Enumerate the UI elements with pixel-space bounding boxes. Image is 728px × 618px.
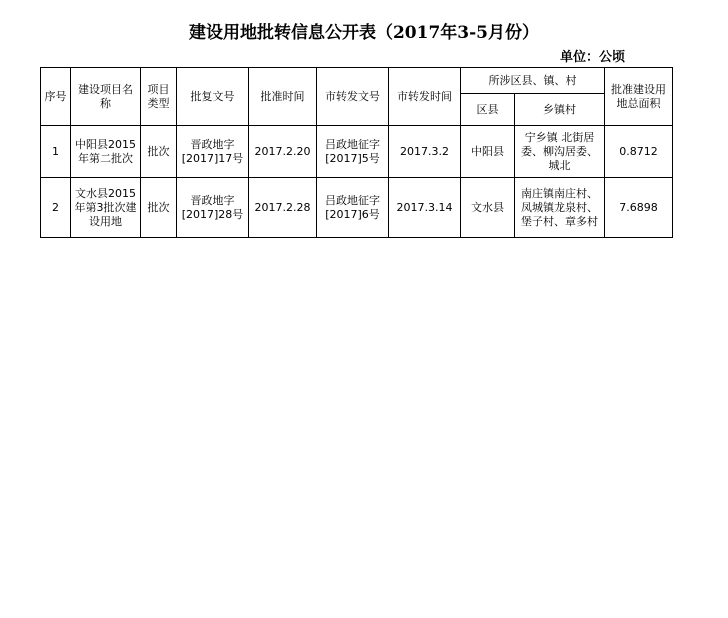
cell-type: 批次 <box>141 126 177 178</box>
cell-no: 2 <box>41 178 71 238</box>
cell-town: 宁乡镇 北街居委、柳沟居委、城北 <box>515 126 605 178</box>
cell-city-date: 2017.3.2 <box>389 126 461 178</box>
header-doc: 批复文号 <box>177 68 249 126</box>
unit-label: 单位：公顷 <box>560 50 626 65</box>
header-city-doc: 市转发文号 <box>317 68 389 126</box>
cell-date: 2017.2.20 <box>249 126 317 178</box>
cell-town: 南庄镇南庄村、凤城镇龙泉村、堡子村、章多村 <box>515 178 605 238</box>
cell-name: 中阳县2015年第二批次 <box>71 126 141 178</box>
cell-area: 7.6898 <box>605 178 673 238</box>
cell-city-doc: 吕政地征字[2017]5号 <box>317 126 389 178</box>
cell-city-date: 2017.3.14 <box>389 178 461 238</box>
cell-type: 批次 <box>141 178 177 238</box>
cell-doc: 晋政地字[2017]17号 <box>177 126 249 178</box>
cell-county: 文水县 <box>461 178 515 238</box>
header-date: 批准时间 <box>249 68 317 126</box>
header-region: 所涉区县、镇、村 <box>461 68 605 94</box>
header-type: 项目类型 <box>141 68 177 126</box>
info-table <box>40 67 673 238</box>
cell-date: 2017.2.28 <box>249 178 317 238</box>
cell-area: 0.8712 <box>605 126 673 178</box>
header-no: 序号 <box>41 68 71 126</box>
header-town: 乡镇村 <box>515 94 605 126</box>
header-name: 建设项目名称 <box>71 68 141 126</box>
page-title: 建设用地批转信息公开表（2017年3-5月份） <box>188 23 540 43</box>
header-city-date: 市转发时间 <box>389 68 461 126</box>
header-county: 区县 <box>461 94 515 126</box>
cell-name: 文水县2015年第3批次建设用地 <box>71 178 141 238</box>
cell-doc: 晋政地字[2017]28号 <box>177 178 249 238</box>
cell-no: 1 <box>41 126 71 178</box>
header-area: 批准建设用地总面积 <box>605 68 673 126</box>
cell-city-doc: 吕政地征字[2017]6号 <box>317 178 389 238</box>
cell-county: 中阳县 <box>461 126 515 178</box>
